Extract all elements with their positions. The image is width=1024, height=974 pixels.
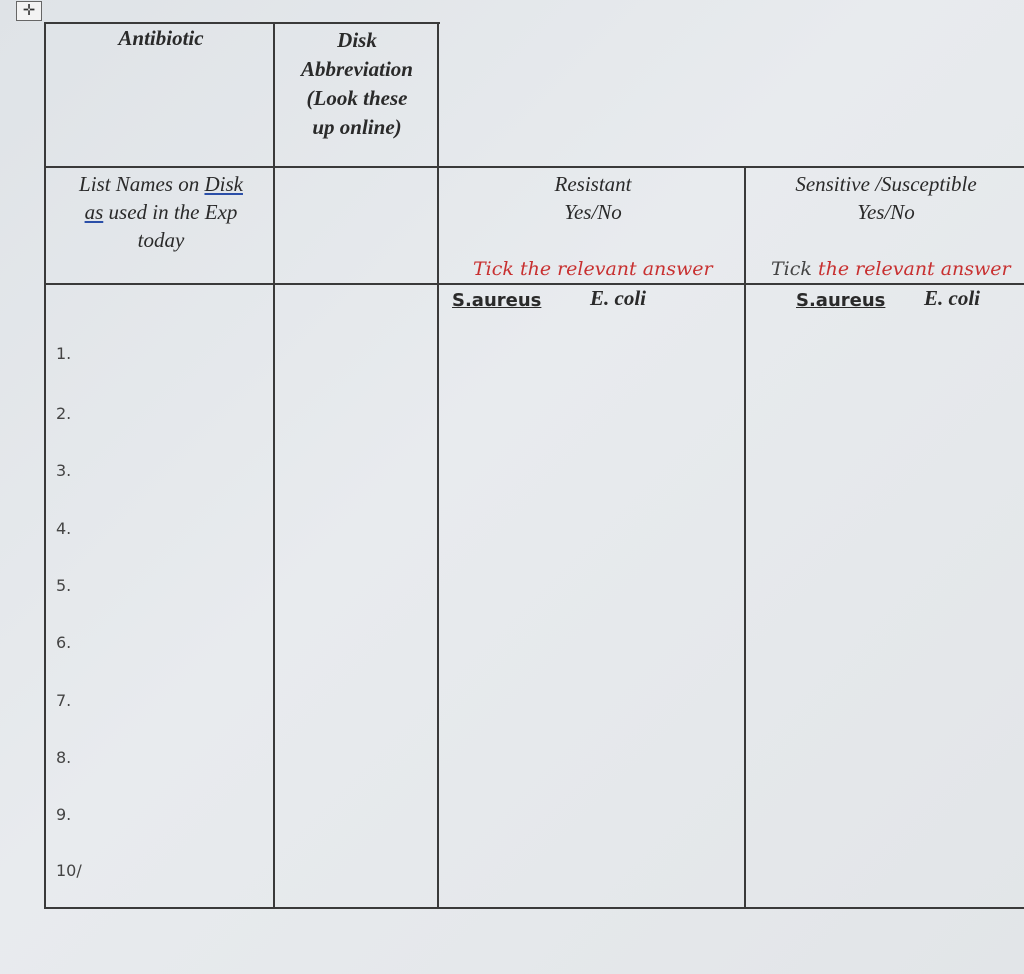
table-move-handle-icon[interactable]: ✛ xyxy=(16,1,42,21)
row-number: 2. xyxy=(56,404,72,423)
row-number: 9. xyxy=(56,805,72,824)
table-left-border xyxy=(44,22,46,909)
table-bottom-border xyxy=(44,907,1024,909)
row-number: 4. xyxy=(56,519,72,538)
header-antibiotic: Antibiotic xyxy=(118,26,204,50)
subheader-bottom-border xyxy=(44,283,1024,285)
sensitive-yesno: Yes/No xyxy=(857,200,915,224)
row-number: 1. xyxy=(56,344,72,363)
col-divider-2 xyxy=(437,22,439,909)
resistant-s-aureus-label: S.aureus xyxy=(452,290,542,311)
resistant-tick-instruction: Tick the relevant answer xyxy=(473,258,713,280)
sensitive-e-coli-label: E. coli xyxy=(924,286,980,310)
col-divider-1 xyxy=(273,22,275,909)
header-top-border xyxy=(44,22,440,24)
sensitive-header xyxy=(748,170,1024,226)
header-bottom-border xyxy=(44,166,1024,168)
list-names-text-2: used in the Exp xyxy=(103,200,238,224)
resistant-title: Resistant xyxy=(554,172,632,196)
list-names-disk-word: Disk xyxy=(204,172,243,196)
resistant-e-coli-label: E. coli xyxy=(590,286,646,310)
sensitive-tick-prefix: Tick xyxy=(771,258,818,280)
sensitive-tick-rest: the relevant answer xyxy=(817,258,1011,280)
list-names-as-word: as xyxy=(84,200,104,224)
sensitive-s-aureus-label: S.aureus xyxy=(796,290,886,311)
col-divider-3 xyxy=(744,166,746,909)
resistant-yesno: Yes/No xyxy=(564,200,622,224)
list-names-label xyxy=(48,170,274,254)
row-number: 5. xyxy=(56,576,72,595)
row-number: 10/ xyxy=(56,861,82,880)
row-number: 8. xyxy=(56,748,72,767)
row-number: 3. xyxy=(56,461,72,480)
list-names-text-1: List Names on xyxy=(79,172,205,196)
list-names-text-3: today xyxy=(137,228,185,252)
row-number: 7. xyxy=(56,691,72,710)
sensitive-tick-instruction xyxy=(771,258,1011,280)
header-disk-abbreviation: Disk Abbreviation (Look these up online) xyxy=(300,28,413,139)
resistant-header xyxy=(440,170,746,226)
sensitive-title: Sensitive /Susceptible xyxy=(795,172,977,196)
row-number: 6. xyxy=(56,633,72,652)
